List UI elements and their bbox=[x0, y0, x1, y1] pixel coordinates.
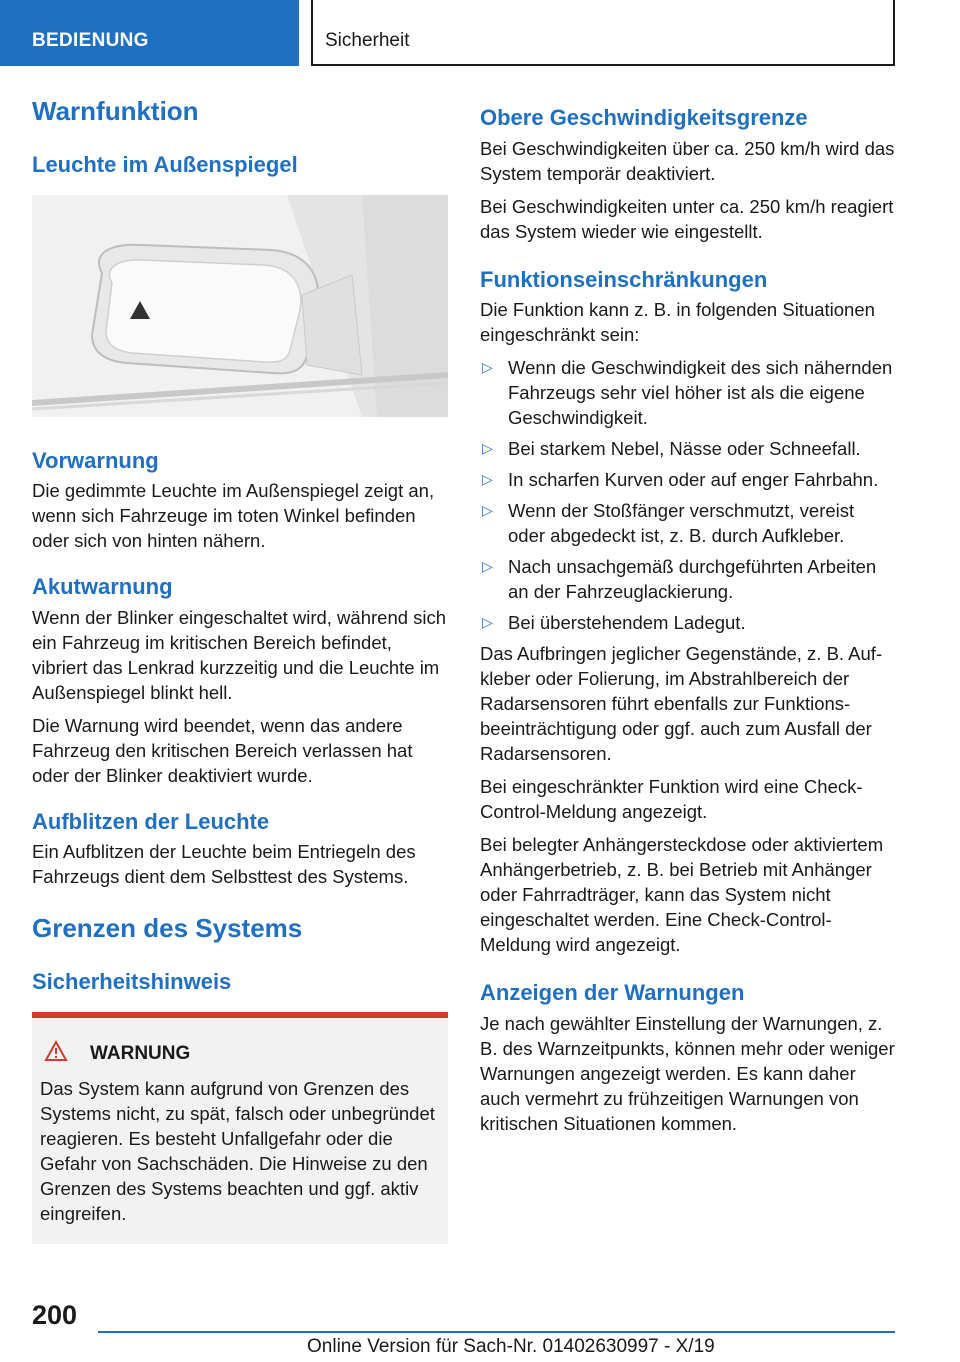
section-title: BEDIENUNG bbox=[32, 30, 149, 51]
side-mirror-image bbox=[32, 195, 448, 417]
triangle-bullet-icon: ▷ bbox=[482, 359, 493, 375]
heading-aufblitzen: Aufblitzen der Leuchte bbox=[32, 808, 270, 834]
warning-triangle-icon bbox=[44, 1040, 68, 1068]
heading-obere-grenze: Obere Geschwindigkeitsgrenze bbox=[480, 105, 808, 130]
section-tab bbox=[0, 0, 299, 66]
footer-rule bbox=[98, 1331, 895, 1333]
warning-title: WARNUNG bbox=[90, 1042, 191, 1064]
heading-leuchte: Leuchte im Außenspiegel bbox=[32, 152, 298, 178]
left-column bbox=[32, 96, 448, 1244]
chapter-title: Sicherheit bbox=[325, 30, 410, 51]
triangle-bullet-icon: ▷ bbox=[482, 558, 493, 574]
paragraph-akutwarnung-1: Wenn der Blinker eingeschaltet wird, während sich ein Fahrzeug im kritischen Bereich befindet, vibriert das Lenkrad kurzzeitig und die Leuchte im Außenspiegel blinkt hell. bbox=[32, 606, 447, 703]
paragraph-akutwarnung-2: Die Warnung wird beendet, wenn das andere Fahrzeug den kritischen Bereich verlassen hat oder der Blinker deaktiviert wurde. bbox=[32, 714, 413, 786]
paragraph-anhaenger: Bei belegter Anhängersteckdose oder aktiviertem Anhängerbetrieb, z. B. bei Betrieb mit Anhänger oder Fahrradträger, kann das System nicht eingeschaltet werden. Eine Check-Control-Meldung wird angezeigt. bbox=[480, 834, 884, 955]
heading-funktionseinschraenkungen: Funktionseinschränkungen bbox=[480, 266, 768, 292]
footer-version: Online Version für Sach-Nr. 01402630997 - X/19 bbox=[307, 1336, 715, 1357]
heading-anzeigen: Anzeigen der Warnungen bbox=[480, 980, 745, 1005]
heading-warnfunktion: Warnfunktion bbox=[32, 96, 199, 126]
warning-box bbox=[32, 1012, 448, 1244]
paragraph-obere-2: Bei Geschwindigkeiten unter ca. 250 km/h reagiert das System wieder wie eingestellt. bbox=[480, 195, 894, 242]
limitations-list bbox=[480, 355, 896, 635]
chapter-header bbox=[313, 0, 895, 66]
triangle-bullet-icon: ▷ bbox=[482, 614, 493, 630]
triangle-bullet-icon: ▷ bbox=[482, 440, 493, 456]
warning-title-row bbox=[44, 1040, 440, 1068]
heading-akutwarnung: Akutwarnung bbox=[32, 574, 173, 600]
heading-grenzen: Grenzen des Systems bbox=[32, 913, 303, 944]
list-item: ▷ Wenn die Geschwindigkeit des sich nähernden Fahrzeugs sehr viel höher ist als die eigene Geschwindigkeit. bbox=[482, 357, 893, 428]
paragraph-check-control: Bei eingeschränkter Funktion wird eine Check-Control-Meldung angezeigt. bbox=[480, 776, 863, 822]
list-item: ▷ Bei starkem Nebel, Nässe oder Schneefall. bbox=[482, 438, 861, 459]
triangle-bullet-icon: ▷ bbox=[482, 502, 493, 518]
header-divider bbox=[299, 0, 313, 66]
list-item: ▷ Wenn der Stoßfänger verschmutzt, vereist oder abgedeckt ist, z. B. durch Aufkleber. bbox=[482, 500, 855, 546]
list-item: ▷ In scharfen Kurven oder auf enger Fahrbahn. bbox=[482, 469, 879, 490]
heading-sicherheitshinweis: Sicherheitshinweis bbox=[32, 969, 232, 995]
paragraph-vorwarnung: Die gedimmte Leuchte im Außenspiegel zeigt an, wenn sich Fahrzeuge im toten Winkel befinden oder sich von hinten nähern. bbox=[32, 480, 435, 552]
paragraph-anzeigen: Je nach gewählter Einstellung der Warnungen, z. B. des Warnzeitpunkts, können mehr oder weniger Warnungen angezeigt werden. Es kann daher auch vermehrt zu frühzeitigen Warnungen von kritischen Situationen kommen. bbox=[480, 1012, 895, 1134]
mirror-illustration bbox=[32, 195, 448, 417]
page-number: 200 bbox=[32, 1300, 78, 1330]
heading-vorwarnung: Vorwarnung bbox=[32, 447, 159, 473]
paragraph-aufbringen: Das Aufbringen jeglicher Gegenstände, z. B. Aufkleber oder Folierung, im Abstrahlbereich der Radarsensoren führt ebenfalls zur Funktionsbeeinträchtigung oder ggf. auch zum Ausfall der Radarsensoren. bbox=[480, 643, 883, 764]
right-column bbox=[480, 96, 896, 1136]
list-item: ▷ Bei überstehendem Ladegut. bbox=[482, 612, 746, 633]
paragraph-funktion: Die Funktion kann z. B. in folgenden Situationen eingeschränkt sein: bbox=[480, 299, 875, 345]
list-item: ▷ Nach unsachgemäß durchgeführten Arbeiten an der Fahrzeuglackierung. bbox=[482, 556, 877, 602]
warning-text: Das System kann aufgrund von Grenzen des Systems nicht, zu spät, falsch oder unbegründet reagieren. Es besteht Unfallgefahr oder die Gefahr von Sachschäden. Die Hinweise zu den Grenzen des Systems beachten und ggf. aktiv eingreifen. bbox=[40, 1077, 435, 1224]
paragraph-obere-1: Bei Geschwindigkeiten über ca. 250 km/h wird das System temporär deaktiviert. bbox=[480, 137, 895, 184]
triangle-bullet-icon: ▷ bbox=[482, 471, 493, 487]
paragraph-aufblitzen: Ein Aufblitzen der Leuchte beim Entriegeln des Fahrzeugs dient dem Selbsttest des Systems. bbox=[32, 841, 416, 888]
